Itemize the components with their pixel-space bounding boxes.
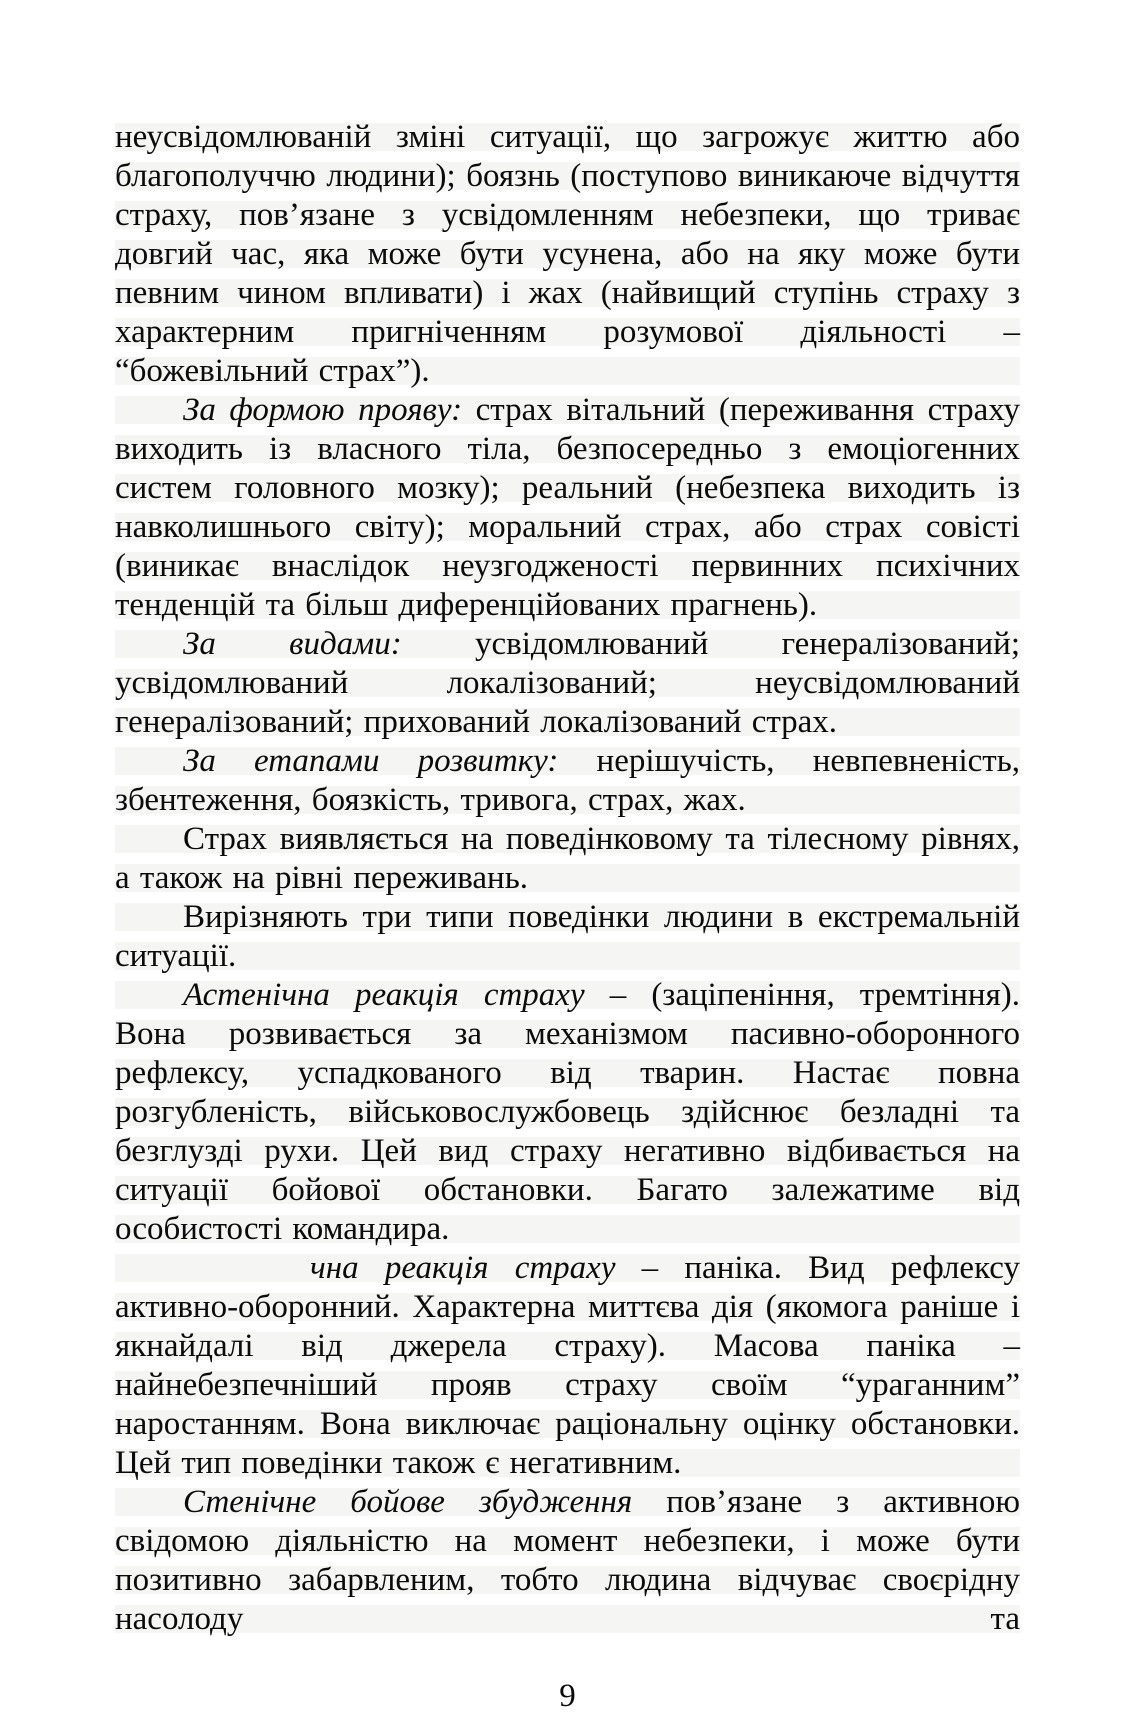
- paragraph-lead-italic: За формою прояву:: [183, 392, 463, 428]
- paragraph-lead-italic: За етапами розвитку:: [183, 743, 559, 779]
- paragraph: [115, 1483, 1020, 1639]
- text-block: [115, 118, 1020, 1639]
- paragraph-text: страх вітальний (переживання страху виходить із власного тіла, безпосередньо з емоціогенних систем головного мозку); реальний (небезпека виходить із навколишнього світу); моральний страх, або страх совісті (виникає внаслідок неузгодженості первинних психічних тенденцій та більш диференційованих прагнень).: [115, 392, 1021, 623]
- paragraph-lead-italic: За видами:: [183, 626, 402, 662]
- paragraph: [115, 898, 1020, 976]
- paragraph-text: неусвідомлюваній зміні ситуації, що загрожує життю або благополуччю людини); боязнь (поступово виникаюче відчуття страху, пов’язане з усвідомленням небезпеки, що триває довгий час, яка може бути усунена, або на яку може бути певним чином впливати) і жах (найвищий ступінь страху з характерним пригніченням розумової діяльності – “божевільний страх”).: [115, 119, 1020, 389]
- paragraph-text: – паніка. Вид рефлексу активно-оборонний. Характерна миттєва дія (якомога раніше і якнайдалі від джерела страху). Масова паніка – найнебезпечніший прояв страху своїм “ураганним” наростанням. Вона виключає раціональну оцінку обстановки. Цей тип поведінки також є негативним.: [115, 1250, 1020, 1481]
- paragraph-text: усвідомлюваний генералізований; усвідомлюваний локалізований; неусвідомлюваний генералізований; прихований локалізований страх.: [115, 626, 1020, 740]
- paragraph-text: нерішучість, невпевненість, збентеження, боязкість, тривога, страх, жах.: [115, 743, 1020, 818]
- paragraph-lead-italic: Астенічна реакція страху: [183, 977, 585, 1013]
- paragraph: [115, 118, 1020, 391]
- paragraph: [115, 820, 1020, 898]
- paragraph: [115, 391, 1020, 625]
- paragraph-text: Вирізняють три типи поведінки людини в екстремальній ситуації.: [115, 899, 1020, 974]
- paragraph-lead-italic: Стенічне бойове збудження: [183, 1484, 633, 1520]
- paragraph-lead-italic: чна реакція страху: [310, 1250, 616, 1286]
- paragraph-text: пов’язане з активною свідомою діяльністю на момент небезпеки, і може бути позитивно забарвленим, тобто людина відчуває своєрідну насолоду та: [115, 1484, 1020, 1637]
- paragraph: [115, 976, 1020, 1249]
- paragraph: [115, 625, 1020, 742]
- paragraph: [115, 742, 1020, 820]
- paragraph-text: Страх виявляється на поведінковому та тілесному рівнях, а також на рівні переживань.: [115, 821, 1020, 896]
- page-number: 9: [559, 1678, 576, 1714]
- paragraph: [115, 1249, 1020, 1483]
- paragraph-text: – (заціпеніння, тремтіння). Вона розвивається за механізмом пасивно-оборонного рефлексу, успадкованого від тварин. Настає повна розгубленість, військовослужбовець здійснює безладні та безглузді рухи. Цей вид страху негативно відбивається на ситуації бойової обстановки. Багато залежатиме від особистості командира.: [115, 977, 1020, 1247]
